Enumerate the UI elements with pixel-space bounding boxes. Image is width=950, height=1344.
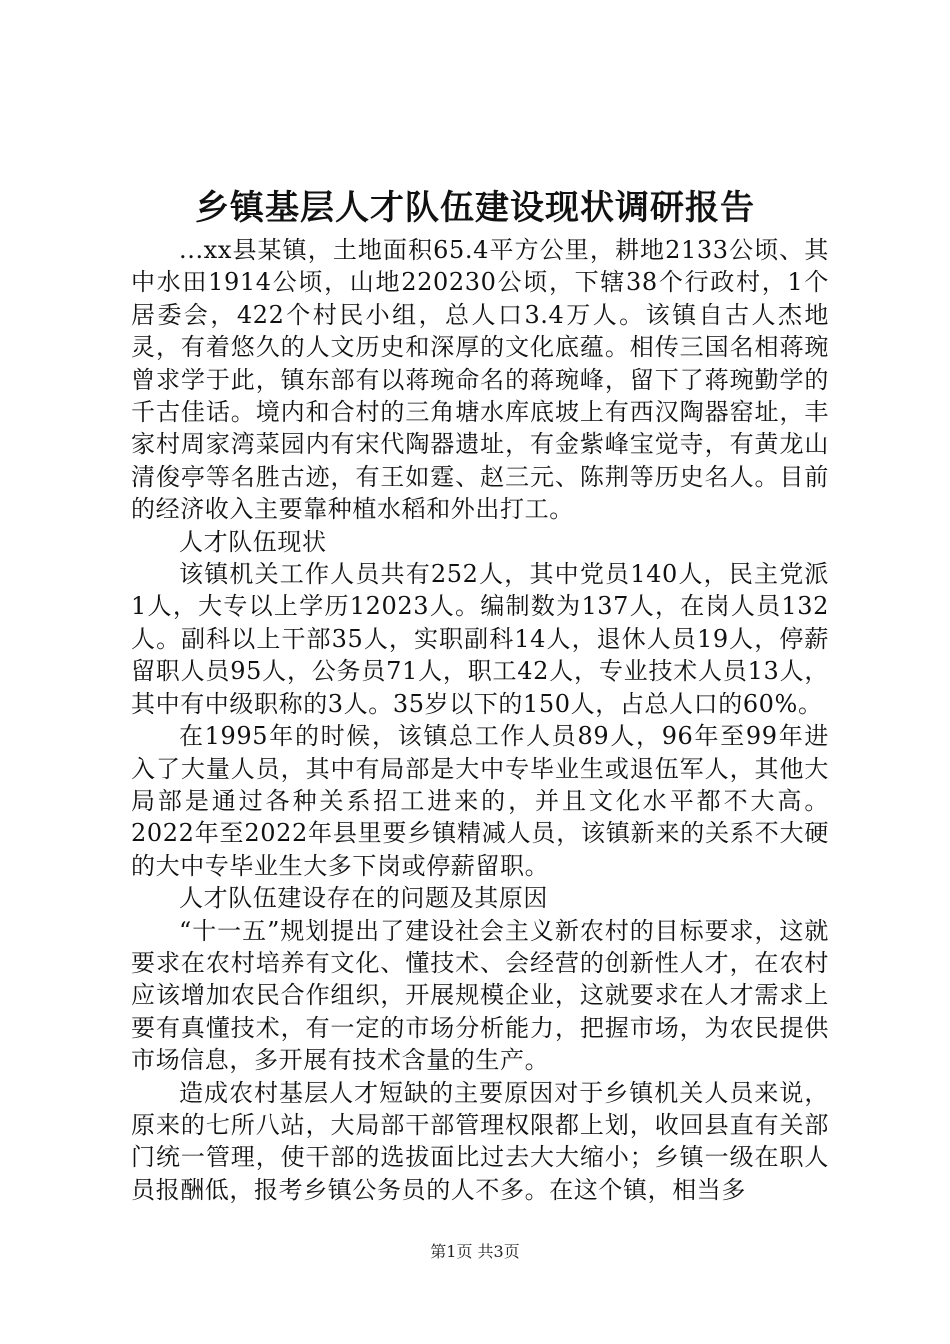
paragraph-history: 在1995年的时候，该镇总工作人员89人，96年至99年进入了大量人员，其中有局部是大中专毕业生或退伍军人，其他大局部是通过各种关系招工进来的，并且文化水平都不大高。2022年至2022年县里要乡镇精减人员，该镇新来的关系不大硬的大中专毕业生大多下岗或停薪留职。	[131, 722, 829, 880]
document-body	[131, 234, 829, 1206]
section-heading-status: 人才队伍现状	[179, 527, 327, 556]
page-footer: 第1页 共3页	[430, 1242, 520, 1261]
paragraph-causes: 造成农村基层人才短缺的主要原因对于乡镇机关人员来说，原来的七所八站，大局部干部管理权限都上划，收回县直有关部门统一管理，使干部的选拔面比过去大大缩小；乡镇一级在职人员报酬低，报考乡镇公务员的人不多。在这个镇，相当多	[131, 1078, 829, 1204]
paragraph-plan: “十一五”规划提出了建设社会主义新农村的目标要求，这就要求在农村培养有文化、懂技术、会经营的创新性人才，在农村应该增加农民合作组织，开展规模企业，这就要求在人才需求上要有真懂技术，有一定的市场分析能力，把握市场，为农民提供市场信息，多开展有技术含量的生产。	[131, 916, 829, 1075]
section-heading-problems: 人才队伍建设存在的问题及其原因	[179, 884, 548, 913]
document-title: 乡镇基层人才队伍建设现状调研报告	[195, 188, 755, 228]
paragraph-staff-stats: 该镇机关工作人员共有252人，其中党员140人，民主党派1人，大专以上学历12023人。编制数为137人，在岗人员132人。副科以上干部35人，实职副科14人，退休人员19人，停薪留职人员95人，公务员71人，职工42人，专业技术人员13人，其中有中级职称的3人。35岁以下的150人，占总人口的60%。	[131, 560, 829, 718]
paragraph-intro: ...xx县某镇，土地面积65.4平方公里，耕地2133公顷、其中水田1914公顷，山地220230公顷，下辖38个行政村，1个居委会，422个村民小组，总人口3.4万人。该镇自古人杰地灵，有着悠久的人文历史和深厚的文化底蕴。相传三国名相蒋琬曾求学于此，镇东部有以蒋琬命名的蒋琬峰，留下了蒋琬勤学的千古佳话。境内和合村的三角塘水库底坡上有西汉陶器窑址，丰家村周家湾菜园内有宋代陶器遗址，有金紫峰宝觉寺，有黄龙山清俊亭等名胜古迹，有王如霆、赵三元、陈荆等历史名人。目前的经济收入主要靠种植水稻和外出打工。	[131, 236, 829, 524]
